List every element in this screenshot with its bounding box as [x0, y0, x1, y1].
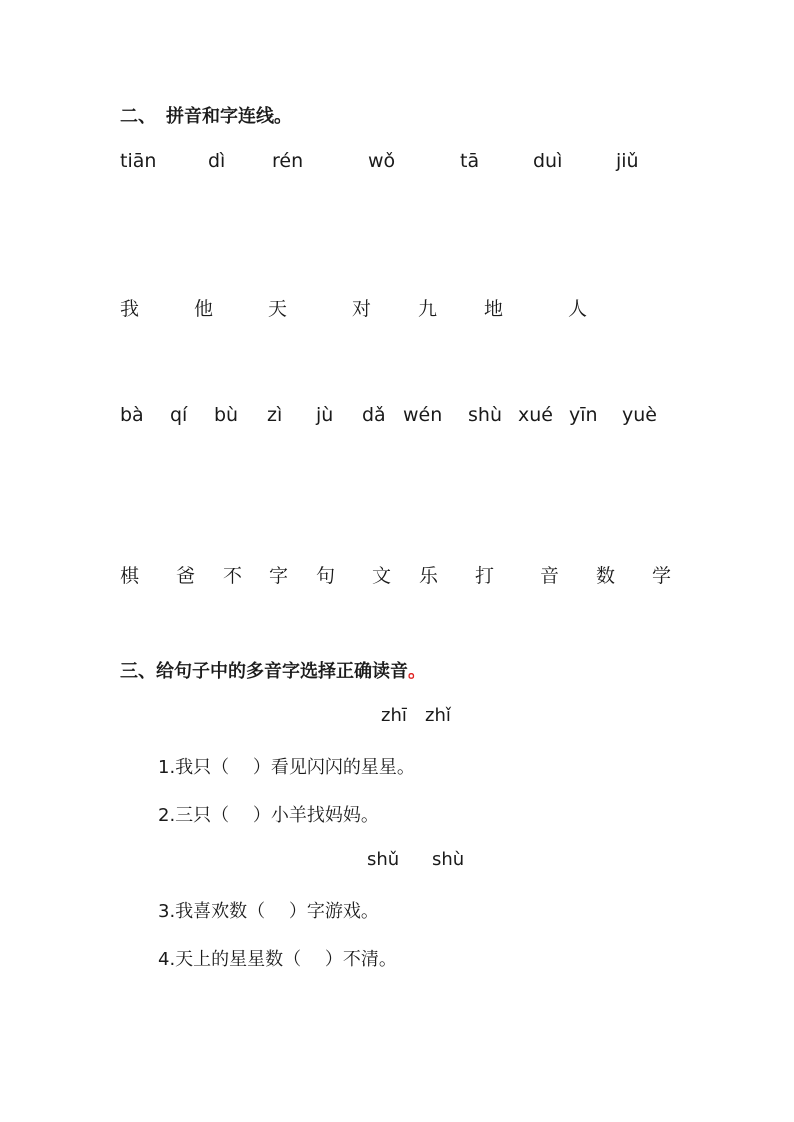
pinyin-option-zhi1: zhī: [381, 705, 407, 726]
pinyin-option-zhi3: zhǐ: [425, 705, 451, 726]
pinyin-qi: qí: [170, 404, 188, 426]
pinyin-wen: wén: [403, 404, 443, 426]
pinyin-jiu: jiǔ: [616, 150, 639, 172]
char-qi: 棋: [120, 565, 140, 587]
question-2: 2.三只（ ）小羊找妈妈。: [158, 805, 379, 826]
pinyin-option-shu3: shǔ: [367, 849, 400, 870]
pinyin-di: dì: [208, 150, 226, 172]
char-ren: 人: [568, 298, 588, 320]
section-3-title-period: 。: [408, 661, 426, 682]
section-2-title: 拼音和字连线。: [166, 106, 292, 127]
char-xue: 学: [652, 565, 672, 587]
pinyin-dui: duì: [533, 150, 563, 172]
pinyin-bu: bù: [214, 404, 239, 426]
pinyin-ren: rén: [272, 150, 304, 172]
pinyin-xue: xué: [518, 404, 553, 426]
question-3: 3.我喜欢数（ ）字游戏。: [158, 901, 379, 922]
pinyin-ta: tā: [460, 150, 480, 172]
char-yin: 音: [540, 565, 560, 587]
char-da: 打: [475, 565, 495, 587]
char-ba: 爸: [176, 565, 196, 587]
pinyin-zi: zì: [267, 404, 283, 426]
section-3-title: [120, 657, 426, 683]
char-di: 地: [484, 298, 504, 320]
pinyin-yin: yīn: [569, 404, 598, 426]
pinyin-shu: shù: [468, 404, 502, 426]
pinyin-yue: yuè: [622, 404, 657, 426]
char-ju: 句: [316, 565, 336, 587]
char-yue: 乐: [419, 565, 439, 587]
char-shu: 数: [596, 565, 616, 587]
char-ta: 他: [194, 298, 214, 320]
pinyin-wo: wǒ: [368, 150, 396, 172]
char-tian: 天: [268, 298, 288, 320]
char-wen: 文: [372, 565, 392, 587]
pinyin-option-shu4: shù: [432, 849, 465, 870]
question-4: 4.天上的星星数（ ）不清。: [158, 949, 397, 970]
pinyin-da: dǎ: [362, 404, 386, 426]
section-2-number: 二、: [120, 106, 156, 127]
char-zi: 字: [269, 565, 289, 587]
pinyin-ba: bà: [120, 404, 144, 426]
char-dui: 对: [352, 298, 372, 320]
pinyin-tian: tiān: [120, 150, 157, 172]
pinyin-ju: jù: [316, 404, 334, 426]
char-bu: 不: [223, 565, 243, 587]
section-3-title-text: 三、给句子中的多音字选择正确读音: [120, 661, 408, 682]
question-1: 1.我只（ ）看见闪闪的星星。: [158, 757, 415, 778]
char-jiu: 九: [418, 298, 438, 320]
char-wo: 我: [120, 298, 140, 320]
